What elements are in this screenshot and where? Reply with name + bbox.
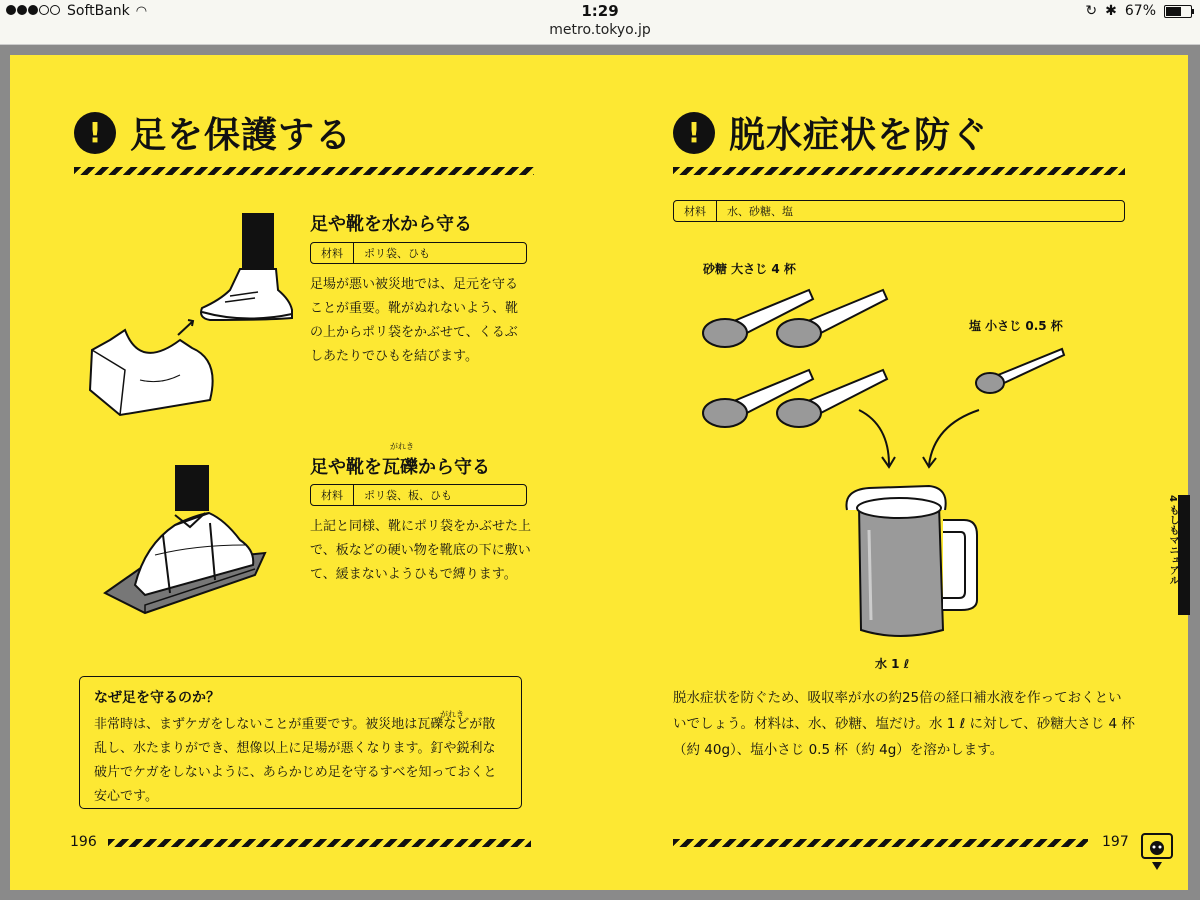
- book-spread: [10, 55, 1188, 890]
- orientation-lock-icon: ↻: [1085, 3, 1098, 19]
- materials-value: ポリ袋、ひも: [364, 247, 430, 260]
- water-label: 水 1 ℓ: [875, 657, 910, 671]
- section2-text: 上記と同様、靴にポリ袋をかぶせた上で、板などの硬い物を靴底の下に敷いて、緩まないようひもで縛ります。: [310, 519, 532, 582]
- materials-tag: 材料: [311, 243, 354, 263]
- shoe-board-illustration: [105, 465, 305, 615]
- section1-heading: 足や靴を水から守る: [310, 214, 472, 235]
- materials-tag: 材料: [674, 201, 717, 221]
- sugar-label: 砂糖 大さじ 4 杯: [703, 262, 796, 276]
- hazard-stripe: [673, 167, 1125, 175]
- infobox-title: なぜ足を守るのか？: [94, 690, 220, 706]
- carrier-label: SoftBank: [67, 3, 130, 19]
- exclamation-icon: !: [673, 112, 715, 154]
- materials-value: ポリ袋、板、ひも: [364, 489, 452, 502]
- materials-box: [673, 200, 1125, 222]
- right-page-heading: [673, 107, 988, 158]
- water-jug-illustration: [839, 480, 979, 650]
- mascot-icon: [1140, 832, 1174, 872]
- why-protect-feet-box: [79, 676, 522, 809]
- materials-value: 水、砂糖、塩: [727, 205, 793, 218]
- section1-text: 足場が悪い被災地では、足元を守ることが重要。靴がぬれないよう、靴の上からポリ袋をかぶせて、くるぶしあたりでひもを結びます。: [310, 277, 519, 364]
- materials-tag: 材料: [311, 485, 354, 505]
- section2-ruby: がれき: [390, 442, 414, 451]
- battery-icon: [1164, 5, 1192, 18]
- chapter-tab-label: 4 もしもマニュアル: [1167, 495, 1178, 586]
- page-number-right: 197: [1102, 834, 1129, 850]
- section2-heading-text: 足や靴を瓦礫から守る: [310, 457, 490, 478]
- hazard-stripe: [673, 839, 1088, 847]
- left-page-heading: [74, 107, 352, 158]
- wifi-icon: ◠: [135, 3, 148, 19]
- page-title: 足を保護する: [130, 115, 353, 156]
- page-title: 脱水症状を防ぐ: [729, 115, 989, 156]
- page-number-left: 196: [70, 834, 97, 850]
- right-page-text: 脱水症状を防ぐため、吸収率が水の約25倍の経口補水液を作っておくといいでしょう。材料は、水、砂糖、塩だけ。水 1 ℓ に対して、砂糖大さじ 4 杯（約 40g）、塩小さじ 0.5 杯（約 4g）を溶かします。: [673, 690, 1135, 758]
- section1-materials: [310, 242, 527, 264]
- url-text: metro.tokyo.jp: [549, 22, 651, 38]
- status-bar: [0, 0, 1200, 22]
- infobox-text: 非常時は、まずケガをしないことが重要です。被災地は瓦礫などが散乱し、水たまりができ、想像以上に足場が悪くなります。釘や鋭利な破片でケガをしないように、あらかじめ足を守るすべを知っておくと安心です。: [94, 717, 497, 804]
- hazard-stripe: [74, 167, 534, 175]
- clock: 1:29: [581, 2, 619, 20]
- right-page: [599, 55, 1188, 890]
- arrow-icons: [849, 405, 989, 475]
- address-bar[interactable]: [0, 22, 1200, 45]
- battery-percent: 67%: [1124, 3, 1156, 19]
- shoe-bag-illustration: [80, 210, 310, 420]
- salt-label: 塩 小さじ 0.5 杯: [969, 319, 1063, 333]
- exclamation-icon: !: [74, 112, 116, 154]
- teaspoon-illustration: [974, 345, 1064, 405]
- bluetooth-icon: ✱: [1105, 3, 1117, 19]
- section2-heading: [310, 442, 490, 479]
- hazard-stripe: [108, 839, 531, 847]
- section2-materials: [310, 484, 527, 506]
- infobox-ruby: がれき: [440, 710, 464, 719]
- left-page: [10, 55, 599, 890]
